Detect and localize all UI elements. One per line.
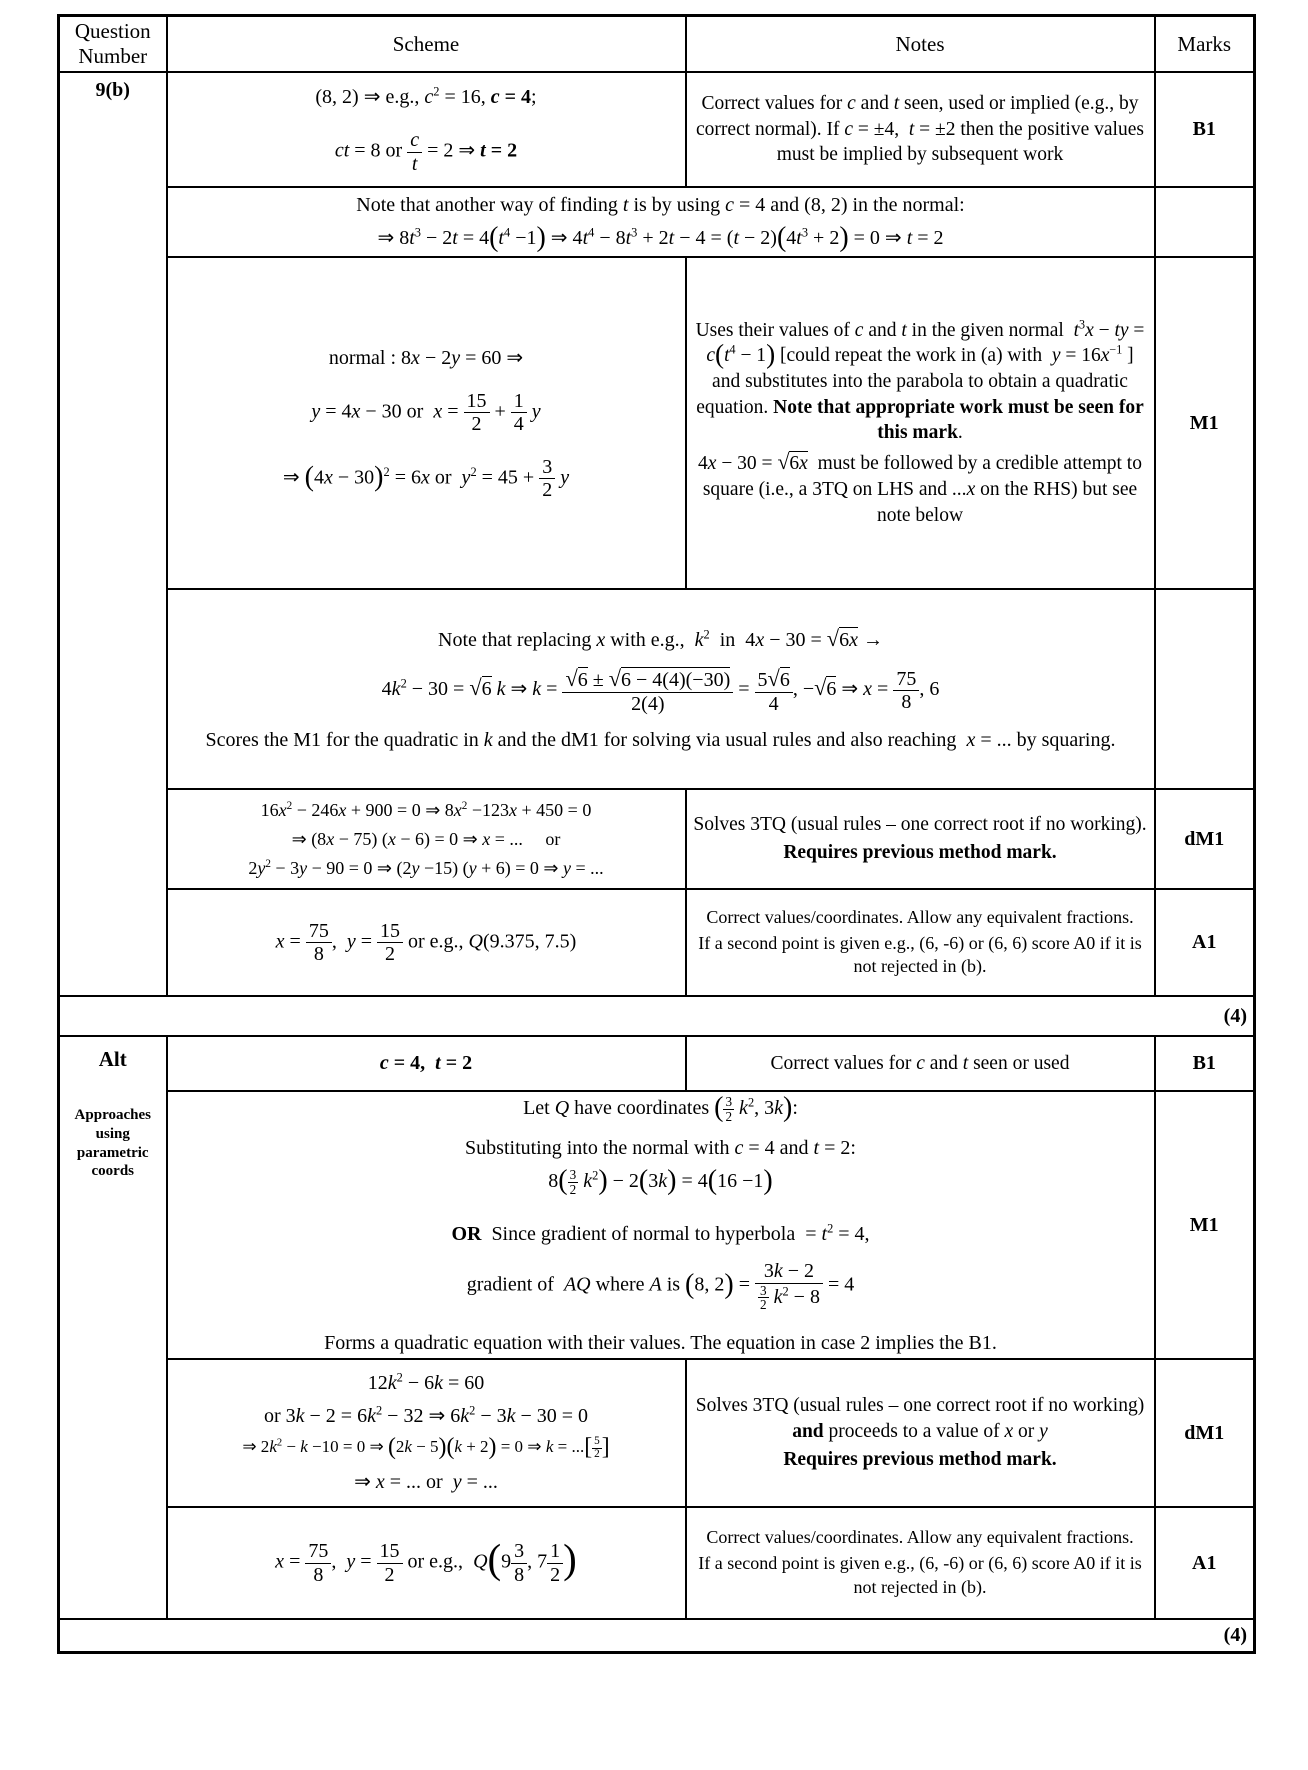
row-9b-dm1 — [59, 789, 1255, 889]
scheme-9b-a1: x = $\frac{75}{8}$ , y = $\frac{15}{2}$ or e.g., Q(9.375, 7.5) — [167, 889, 686, 996]
note-alternative-t: Note that another way of finding t is by using c = 4 and (8, 2) in the normal: ⇒ $8t^3 - 2t = 4(t^4 -1)$ ⇒ $4t^4 - 8t^3 + 2t - 4 = (t - 2)(4t^3 + 2) = 0$ ⇒ t = 2 — [167, 187, 1155, 257]
notes-alt-dm1: Solves 3TQ (usual rules – one correct root if no working) and proceeds to a value of x or y Requires previous method mark. — [686, 1359, 1155, 1507]
scheme-9b-m1: normal : 8x − 2y = 60 ⇒ y = 4x − 30 or x = $\frac{15}{2}$ + $\frac{1}{4}$ y ⇒ $(4x - 30)^2 = 6x$ or $y^2 = 45$ + $\frac{3}{2}$ y — [167, 257, 686, 589]
mark-9b-dm1: dM1 — [1155, 789, 1255, 889]
header-question-number: Question Number — [59, 16, 167, 73]
row-9b-b1 — [59, 72, 1255, 187]
row-alt-dm1 — [59, 1359, 1255, 1507]
header-marks: Marks — [1155, 16, 1255, 73]
mark-9b-note1-empty — [1155, 187, 1255, 257]
mark-9b-a1: A1 — [1155, 889, 1255, 996]
mark-9b-b1: B1 — [1155, 72, 1255, 187]
header-scheme: Scheme — [167, 16, 686, 73]
scheme-alt-m1: Let Q have coordinates ( $\frac{3}{2}$ $k^2$, 3k): Substituting into the normal with c = 4 and t = 2: 8( $\frac{3}{2}$ $k^2) - 2(3k) = 4(16 -1)$ OR Since gradient of normal to hyperbola = $t^2 = 4$, gradient of AQ where A is (8, 2) = 3k − 2 $\frac{3}{2}$ $k^2 - 8$ = 4 Forms a quadratic equation with their values. The equation in case 2 implies the B1. — [167, 1091, 1155, 1359]
mark-alt-dm1: dM1 — [1155, 1359, 1255, 1507]
notes-9b-b1: Correct values for c and t seen, used or implied (e.g., by correct normal). If c = ±4, t = ±2 then the positive values must be implied by subsequent work — [686, 72, 1155, 187]
scheme-9b-b1: (8, 2) ⇒ e.g., $c^2 = 16$, c = 4; ct = 8 or $\frac{c}{t}$ = 2 ⇒ t = 2 — [167, 72, 686, 187]
row-alt-a1 — [59, 1507, 1255, 1619]
notes-alt-b1: Correct values for c and t seen or used — [686, 1036, 1155, 1091]
mark-9b-m1: M1 — [1155, 257, 1255, 589]
mark-scheme-table-wrapper — [57, 14, 1256, 1654]
scheme-alt-dm1: $12k^2 - 6k = 60$ or $3k - 2 = 6k^2 - 32$ ⇒ $6k^2 - 3k - 30 = 0$ ⇒ $2k^2 - k -10 = 0$ ⇒ (2k − 5)(k + 2) = 0 ⇒ k = ...[ $\frac{5}{2}$ ] ⇒ x = ... or y = ... — [167, 1359, 686, 1507]
header-row — [59, 16, 1255, 73]
row-9b-m1 — [59, 257, 1255, 589]
mark-alt-b1: B1 — [1155, 1036, 1255, 1091]
alt-label: Alt — [98, 1047, 127, 1071]
row-alt-m1 — [59, 1091, 1255, 1359]
notes-9b-dm1: Solves 3TQ (usual rules – one correct root if no working). Requires previous method mark. — [686, 789, 1155, 889]
total-marks-alt: (4) — [59, 1619, 1255, 1652]
alt-sublabel: Approaches using parametric coords — [74, 1107, 151, 1180]
mark-scheme-table — [57, 14, 1256, 1654]
question-number-alt — [59, 1036, 167, 1619]
row-9b-note2 — [59, 589, 1255, 789]
question-number-9b: 9(b) — [59, 72, 167, 996]
scheme-9b-dm1: $16x^2 - 246x + 900 = 0$ ⇒ $8x^2 -123x + 450 = 0$ ⇒ (8x − 75) (x − 6) = 0 ⇒ x = ... or $2y^2 - 3y - 90 = 0$ ⇒ (2y −15) (y + 6) = 0 ⇒ y = ... — [167, 789, 686, 889]
row-9b-a1 — [59, 889, 1255, 996]
row-9b-note1 — [59, 187, 1255, 257]
row-alt-b1 — [59, 1036, 1255, 1091]
note-replacing-x: Note that replacing x with e.g., $k^2$ in 4x − 30 = √6x → $4k^2 - 30 = √6$ k ⇒ k = $\frac{√6 \pm √6 - 4(4)(-30)}{2(4)}$ = $\frac{5√6}{4}$ , −√6 ⇒ x = $\frac{75}{8}$ , 6 Scores the M1 for the quadratic in k and the dM1 for solving via usual rules and also reaching x = ... by squaring. — [167, 589, 1155, 789]
mark-9b-note2-empty — [1155, 589, 1255, 789]
scheme-alt-a1: x = $\frac{75}{8}$ , y = $\frac{15}{2}$ or e.g., Q(9 $\frac{3}{8}$ , 7 $\frac{1}{2}$ ) — [167, 1507, 686, 1619]
notes-alt-a1: Correct values/coordinates. Allow any equivalent fractions. If a second point is given e.g., (6, -6) or (6, 6) score A0 if it is not rejected in (b). — [686, 1507, 1155, 1619]
row-alt-total — [59, 1619, 1255, 1652]
scheme-alt-b1: c = 4, t = 2 — [167, 1036, 686, 1091]
notes-9b-a1: Correct values/coordinates. Allow any equivalent fractions. If a second point is given e.g., (6, -6) or (6, 6) score A0 if it is not rejected in (b). — [686, 889, 1155, 996]
mark-alt-a1: A1 — [1155, 1507, 1255, 1619]
mark-alt-m1: M1 — [1155, 1091, 1255, 1359]
row-9b-total — [59, 996, 1255, 1036]
header-notes: Notes — [686, 16, 1155, 73]
notes-9b-m1: Uses their values of c and t in the given normal $t^3x$ − ty = $c(t^4 - 1)$ [could repeat the work in (a) with $y = 16x^{-1}$ ] and substitutes into the parabola to obtain a quadratic equation. Note that appropriate work must be seen for this mark. 4x − 30 = √6x must be followed by a credible attempt to square (i.e., a 3TQ on LHS and ...x on the RHS) but see note below — [686, 257, 1155, 589]
total-marks-9b: (4) — [59, 996, 1255, 1036]
